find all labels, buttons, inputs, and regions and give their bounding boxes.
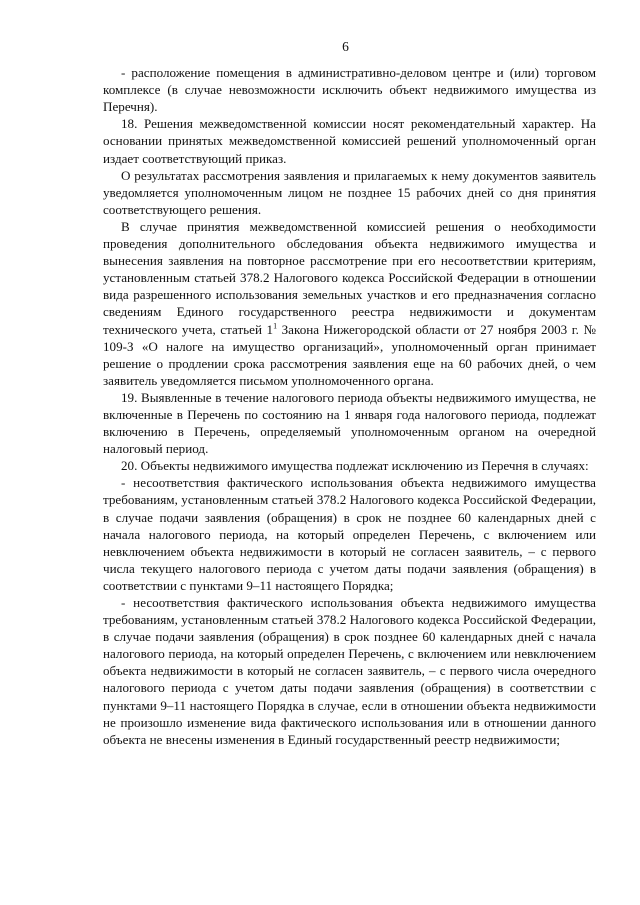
paragraph-extension-tail: Закона Нижегородской области от 27 ноября 2003 г. № 109-З «О налоге на имущество организаций», уполномоченный орган принимает решение о продлении срока рассмотрения заявления еще на 60 рабочих дней, о чем заявитель уведомляется письмом уполномоченного органа. [103,321,596,388]
paragraph-20-item-2: - несоответствия фактического использования объекта недвижимого имущества требованиям, установленным статьей 378.2 Налогового кодекса Российской Федерации, в случае подачи заявления (обращения) в срок позднее 60 календарных дней с начала налогового периода, на который определен Перечень, с включением или невключением объекта недвижимости в который не согласен заявитель, – с первого числа очередного налогового периода с учетом даты подачи заявления (обращения) в соответствии с пунктами 9–11 настоящего Порядка в случае, если в отношении объекта недвижимости не произошло изменение вида фактического использования или в отношении данного объекта не внесены изменения в Единый государственный реестр недвижимости; [103,595,596,747]
paragraph-18: 18. Решения межведомственной комиссии носят рекомендательный характер. На основании принятых межведомственной комиссией решений уполномоченный орган издает соответствующий приказ. [103,116,596,166]
paragraph-20-item-1: - несоответствия фактического использования объекта недвижимого имущества требованиям, установленным статьей 378.2 Налогового кодекса Российской Федерации, в случае подачи заявления (обращения) в срок не позднее 60 календарных дней с начала налогового периода, на который определен Перечень, с включением или невключением объекта недвижимости в который не согласен заявитель, – с первого числа текущего налогового периода с учетом даты подачи заявления (обращения) в соответствии с пунктами 9–11 настоящего Порядка; [103,475,596,593]
paragraph-extension [103,218,596,389]
page-number: 6 [342,39,349,54]
paragraph-extension-head: В случае принятия межведомственной комиссией решения о необходимости проведения дополнительного обследования объекта недвижимого имущества и вынесения заявления на повторное рассмотрение при его несоответствии критериям, установленным статьей 378.2 Налогового кодекса Российской Федерации в отношении вида разрешенного использования земельных участков и его предназначения согласно сведениям Единого государственного реестра недвижимости и документам технического учета, статьей 1 [103,218,596,337]
paragraph-20: 20. Объекты недвижимого имущества подлежат исключению из Перечня в случаях: [121,458,589,474]
article-superscript: 1 [273,321,278,331]
paragraph-location-clause: - расположение помещения в административно-деловом центре и (или) торговом комплексе (в случае невозможности исключить объект недвижимого имущества из Перечня). [103,65,596,115]
paragraph-notification: О результатах рассмотрения заявления и прилагаемых к нему документов заявитель уведомляется уполномоченным лицом не позднее 15 рабочих дней со дня принятия соответствующего решения. [103,167,596,217]
paragraph-19: 19. Выявленные в течение налогового периода объекты недвижимого имущества, не включенные в Перечень по состоянию на 1 января года налогового периода, подлежат включению в Перечень, определяемый уполномоченным органом на очередной налоговый период. [103,389,596,457]
